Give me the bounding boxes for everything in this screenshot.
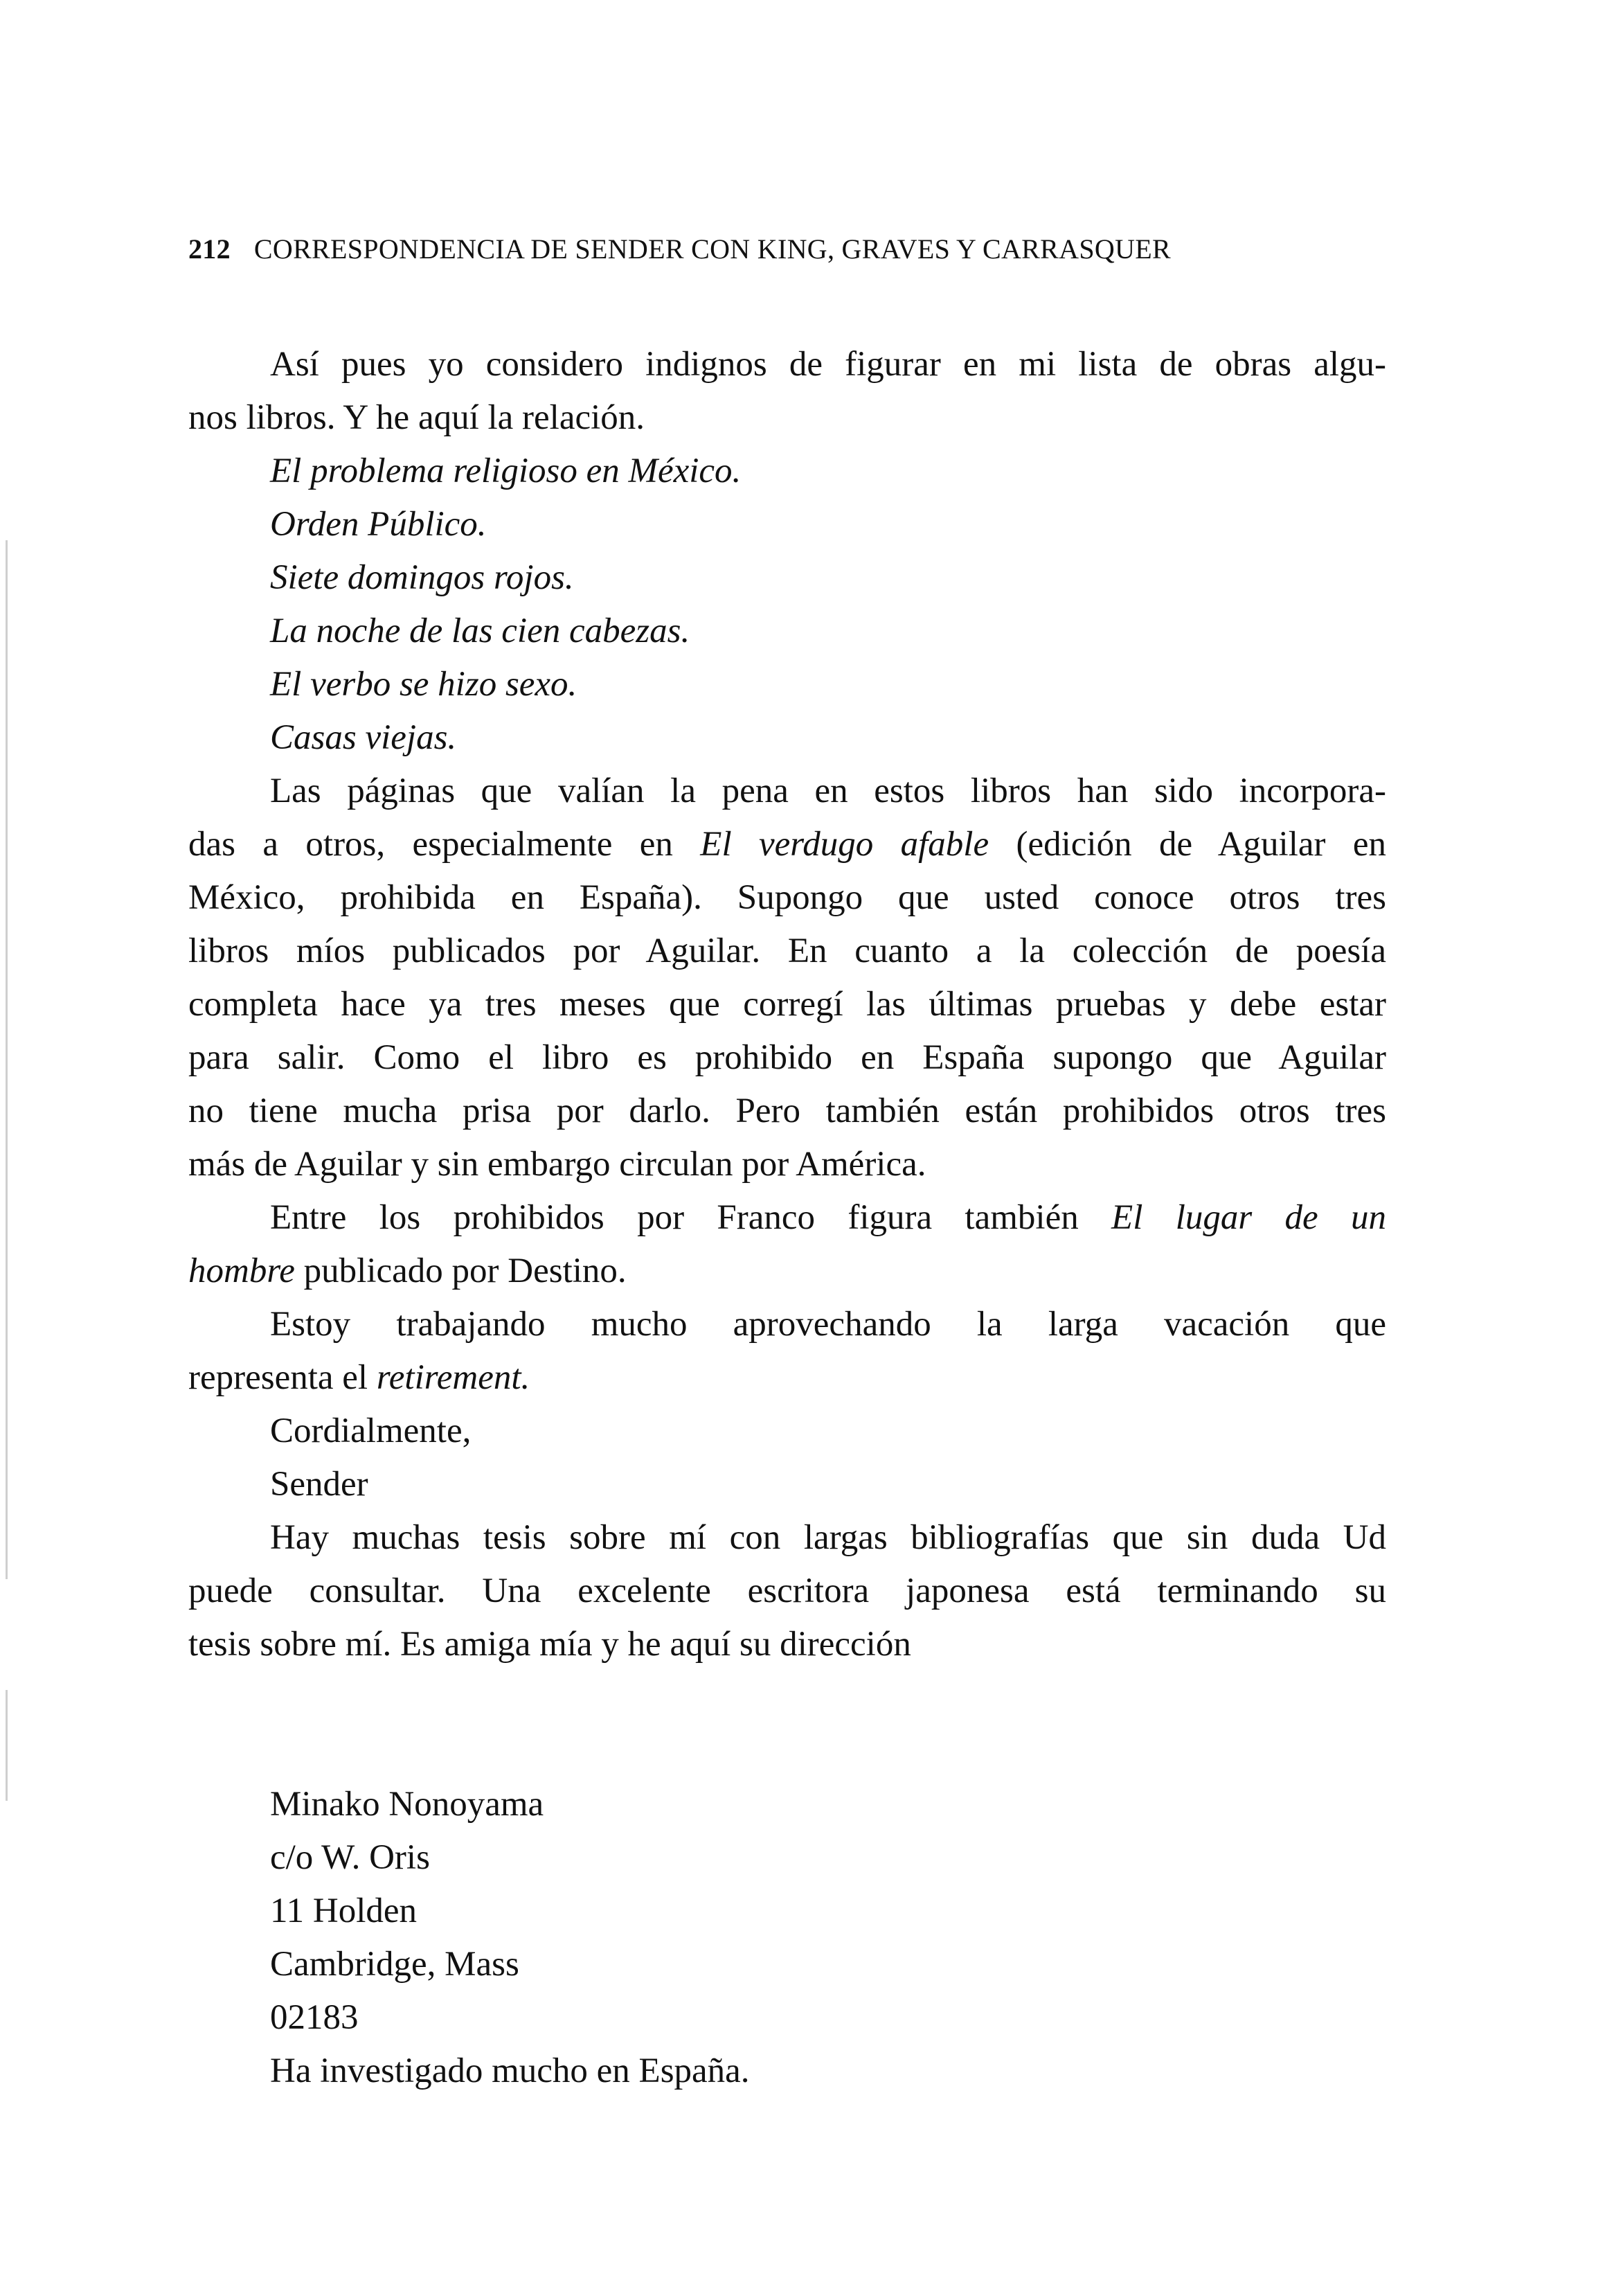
paragraph-line: Estoy trabajando mucho aprovechando la larga vacación que xyxy=(270,1305,1386,1344)
text-run: (edición de Aguilar en xyxy=(989,825,1386,864)
paragraph-line: nos libros. Y he aquí la relación. xyxy=(188,398,645,437)
paragraph-line: Así pues yo considero indignos de figurar en mi lista de obras algu- xyxy=(270,345,1386,384)
paragraph-line: México, prohibida en España). Supongo que usted conoce otros tres xyxy=(188,878,1386,917)
scan-edge-mark xyxy=(6,540,8,1579)
paragraph-line: Las páginas que valían la pena en estos libros han sido incorpora- xyxy=(270,772,1386,810)
text-run: das a otros, especialmente en xyxy=(188,825,701,864)
book-list-item: Siete domingos rojos. xyxy=(270,558,574,597)
text-run: publicado por Destino. xyxy=(294,1252,627,1290)
address-zip: 02183 xyxy=(270,1998,359,2037)
book-title-inline: El verdugo afable xyxy=(700,825,989,864)
running-head xyxy=(188,229,1435,270)
book-list-item: Casas viejas. xyxy=(270,718,457,757)
book-list-item: El problema religioso en México. xyxy=(270,452,742,490)
address-city: Cambridge, Mass xyxy=(270,1945,519,1984)
book-title-inline: El lugar de un xyxy=(1111,1198,1386,1237)
paragraph-line: libros míos publicados por Aguilar. En cuanto a la colección de poesía xyxy=(188,932,1386,970)
paragraph-line: Hay muchas tesis sobre mí con largas bibliografías que sin duda Ud xyxy=(270,1518,1386,1557)
book-list-item: El verbo se hizo sexo. xyxy=(270,665,577,704)
letter-body xyxy=(188,338,1386,2098)
paragraph-line xyxy=(188,1351,1386,1405)
paragraph-line: completa hace ya tres meses que corregí las últimas pruebas y debe estar xyxy=(188,985,1386,1024)
address-street: 11 Holden xyxy=(270,1892,417,1930)
book-title-inline: hombre xyxy=(188,1252,295,1290)
address-name: Minako Nonoyama xyxy=(270,1785,544,1824)
address-care-of: c/o W. Oris xyxy=(270,1838,430,1877)
paragraph-line xyxy=(188,818,1386,871)
paragraph-line xyxy=(188,1191,1386,1245)
letter-closing: Cordialmente, xyxy=(270,1412,472,1450)
running-head-title: CORRESPONDENCIA DE SENDER CON KING, GRAVES Y CARRASQUER xyxy=(253,233,1171,265)
spacer xyxy=(188,1671,1386,1778)
paragraph-line xyxy=(188,1245,1386,1298)
paragraph-line: no tiene mucha prisa por darlo. Pero también están prohibidos otros tres xyxy=(188,1092,1386,1130)
text-run: Entre los prohibidos por Franco figura también xyxy=(270,1198,1112,1237)
italic-word: retirement. xyxy=(376,1358,530,1397)
text-run: representa el xyxy=(188,1358,377,1397)
paragraph-line: puede consultar. Una excelente escritora japonesa está terminando su xyxy=(188,1572,1386,1610)
paragraph-line: más de Aguilar y sin embargo circulan por América. xyxy=(188,1145,926,1184)
letter-signature: Sender xyxy=(270,1465,368,1504)
page-number: 212 xyxy=(188,233,231,265)
paragraph-line: tesis sobre mí. Es amiga mía y he aquí su dirección xyxy=(188,1625,911,1664)
book-list-item: La noche de las cien cabezas. xyxy=(270,612,690,650)
scan-edge-mark xyxy=(6,1690,8,1801)
address-note: Ha investigado mucho en España. xyxy=(270,2052,750,2090)
paragraph-line: para salir. Como el libro es prohibido en España supongo que Aguilar xyxy=(188,1038,1386,1077)
book-list-item: Orden Público. xyxy=(270,505,487,544)
